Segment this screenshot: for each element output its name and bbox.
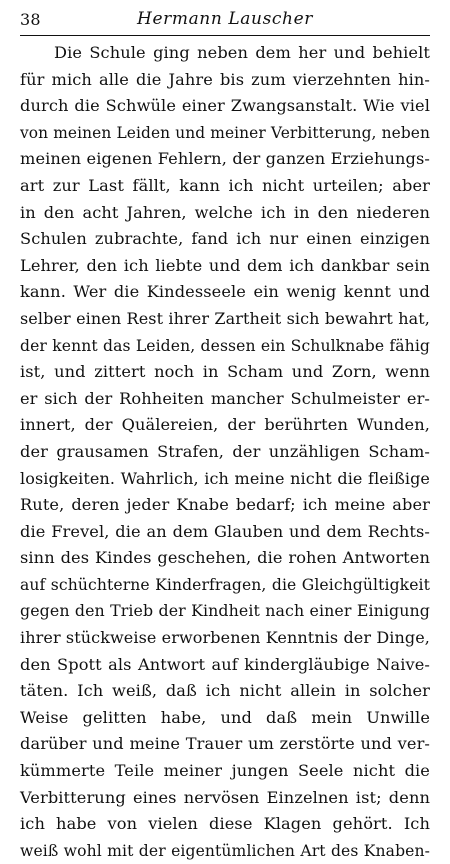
- text-line: kümmerte Teile meiner jungen Seele nicht die: [20, 761, 430, 781]
- text-line: er sich der Rohheiten mancher Schulmeister er-: [20, 388, 430, 408]
- text-line: für mich alle die Jahre bis zum vierzehnten hin-: [20, 69, 430, 89]
- text-line: meinen eigenen Fehlern, der ganzen Erziehungs-: [20, 149, 430, 169]
- text-line: auf schüchterne Kinderfragen, die Gleichgültigkeit: [20, 575, 430, 594]
- text-line: der kennt das Leiden, dessen ein Schulknabe fähig: [20, 336, 430, 355]
- text-line: innert, der Quälereien, der berührten Wunden,: [20, 415, 430, 435]
- text-line: ist, und zittert noch in Scham und Zorn, wenn: [20, 362, 430, 382]
- text-line: weiß wohl mit der eigentümlichen Art des Knaben-: [20, 841, 430, 860]
- page-number: 38: [20, 10, 41, 29]
- text-line: selber einen Rest ihrer Zartheit sich bewahrt hat,: [20, 308, 430, 328]
- text-line: Die Schule ging neben dem her und behielt: [54, 43, 430, 62]
- text-line: durch die Schwüle einer Zwangsanstalt. Wie viel: [20, 96, 430, 116]
- text-line: gegen den Trieb der Kindheit nach einer Einigung: [20, 601, 430, 621]
- text-line: Schulen zubrachte, fand ich nur einen einzigen: [20, 229, 430, 249]
- page-header: [20, 6, 430, 34]
- text-line: Weise gelitten habe, und daß mein Unwille: [20, 707, 430, 727]
- text-line: losigkeiten. Wahrlich, ich meine nicht die fleißige: [20, 468, 430, 488]
- text-line: kann. Wer die Kindesseele ein wenig kennt und: [20, 282, 430, 302]
- text-line: den Spott als Antwort auf kindergläubige Naive-: [20, 654, 430, 674]
- text-line: in den acht Jahren, welche ich in den niederen: [20, 202, 430, 222]
- text-line: sinn des Kindes geschehen, die rohen Antworten: [20, 548, 430, 568]
- text-line: ihrer stückweise erworbenen Kenntnis der Dinge,: [20, 628, 430, 648]
- text-line: art zur Last fällt, kann ich nicht urteilen; aber: [20, 175, 430, 195]
- text-line: Rute, deren jeder Knabe bedarf; ich meine aber: [20, 495, 430, 515]
- running-title: Hermann Lauscher: [137, 9, 313, 29]
- body-text: [20, 40, 430, 864]
- text-line: Lehrer, den ich liebte und dem ich dankbar sein: [20, 255, 430, 275]
- text-line: Verbitterung eines nervösen Einzelnen ist; denn: [20, 787, 430, 807]
- text-line: die Frevel, die an dem Glauben und dem Rechts-: [20, 521, 430, 541]
- text-line: ich habe von vielen diese Klagen gehört. Ich: [20, 814, 430, 834]
- text-line: der grausamen Strafen, der unzähligen Scham-: [20, 441, 430, 461]
- text-line: von meinen Leiden und meiner Verbitterung, neben: [20, 123, 430, 142]
- text-line: darüber und meine Trauer um zerstörte und ver-: [20, 734, 430, 754]
- text-line: täten. Ich weiß, daß ich nicht allein in solcher: [20, 681, 430, 701]
- header-rule: [20, 35, 430, 36]
